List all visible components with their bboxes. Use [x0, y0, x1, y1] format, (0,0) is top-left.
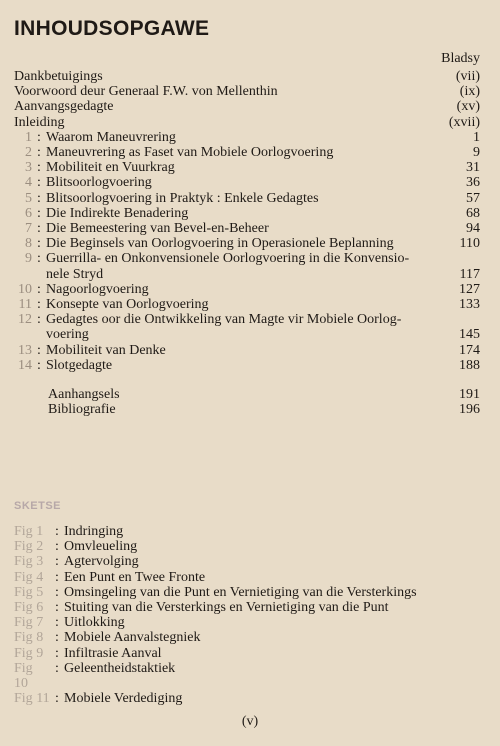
separator-colon: :	[55, 645, 59, 661]
figure-prefix: Fig	[14, 554, 33, 570]
chapter-title-line: Slotgedagte	[46, 357, 113, 373]
figure-prefix: Fig	[14, 630, 33, 646]
figure-prefix: Fig	[14, 539, 33, 555]
chapter-title-line: voering	[46, 327, 89, 343]
entry-title: Inleiding	[14, 114, 65, 130]
figure-number: 10	[14, 676, 28, 692]
chapter-page-number: 110	[459, 236, 480, 252]
figure-label	[14, 600, 50, 615]
chapter-page-number: 117	[459, 266, 480, 282]
figure-label	[14, 554, 50, 569]
chapter-title	[46, 191, 440, 206]
separator-colon: :	[55, 539, 59, 555]
chapter-entry[interactable]	[14, 175, 480, 190]
entry-page-number: 196	[459, 402, 480, 418]
figure-label	[14, 615, 50, 630]
figure-prefix: Fig	[14, 691, 33, 707]
chapter-title-line: Maneuvrering as Faset van Mobiele Oorlogvoering	[46, 145, 334, 161]
figure-number: 8	[36, 630, 44, 646]
figure-prefix: Fig	[14, 584, 33, 600]
chapter-list	[14, 130, 480, 373]
front-matter-entry[interactable]	[14, 99, 480, 114]
figure-label	[14, 630, 50, 645]
figure-number: 9	[36, 645, 44, 661]
entry-title: Dankbetuigings	[14, 69, 103, 84]
front-matter-entry[interactable]	[14, 84, 480, 99]
separator-colon: :	[55, 600, 59, 616]
chapter-title	[46, 312, 440, 342]
chapter-page-number: 145	[459, 327, 480, 343]
figure-label	[14, 661, 50, 691]
entry-title: Voorwoord deur Generaal F.W. von Mellenthin	[14, 84, 278, 100]
chapter-page-number: 68	[466, 205, 480, 221]
chapter-page-number: 36	[466, 175, 480, 191]
chapter-title	[46, 282, 440, 297]
chapter-title	[46, 236, 440, 251]
chapter-title-line: Waarom Maneuvrering	[46, 129, 176, 145]
figure-title: Mobiele Aanvalstegniek	[64, 630, 201, 646]
separator-colon: :	[55, 554, 59, 570]
figure-number: 3	[36, 554, 44, 570]
chapter-number: 4	[25, 175, 32, 191]
chapter-entry[interactable]	[14, 191, 480, 206]
sketches-heading: SKETSE	[14, 500, 62, 512]
figure-number: 11	[36, 691, 50, 707]
figure-entry[interactable]	[14, 691, 480, 706]
chapter-title	[46, 297, 440, 312]
entry-page-number: (ix)	[459, 84, 480, 100]
chapter-title	[46, 130, 440, 145]
separator-colon: :	[37, 221, 41, 237]
chapter-title	[46, 358, 440, 373]
chapter-entry[interactable]	[14, 221, 480, 236]
chapter-number: 9	[25, 251, 32, 267]
figure-title: Infiltrasie Aanval	[64, 645, 162, 661]
figure-label	[14, 585, 50, 600]
figure-entry[interactable]	[14, 524, 480, 539]
chapter-entry[interactable]	[14, 236, 480, 251]
chapter-title-line: Die Beginsels van Oorlogvoering in Operasionele Beplanning	[46, 236, 394, 252]
figure-title: Stuiting van die Versterkings en Vernietiging van die Punt	[64, 600, 389, 616]
chapter-page-number: 94	[466, 221, 480, 237]
chapter-entry[interactable]	[14, 343, 480, 358]
chapter-title-line: Blitsoorlogvoering	[46, 175, 152, 191]
chapter-title	[46, 343, 440, 358]
chapter-number: 5	[25, 190, 32, 206]
figure-title: Agtervolging	[64, 554, 139, 570]
chapter-title	[46, 160, 440, 175]
chapter-title-line: Nagoorlogvoering	[46, 281, 149, 297]
chapter-number: 1	[25, 129, 32, 145]
chapter-page-number: 174	[459, 342, 480, 358]
figure-entry[interactable]	[14, 615, 480, 630]
appendix-entry[interactable]	[48, 402, 480, 417]
separator-colon: :	[55, 615, 59, 631]
page-number: (v)	[241, 714, 259, 729]
figure-number: 4	[36, 569, 44, 585]
figure-title: Indringing	[64, 524, 124, 539]
figure-number: 6	[36, 600, 44, 616]
separator-colon: :	[37, 297, 41, 313]
chapter-number: 12	[18, 312, 32, 328]
chapter-entry[interactable]	[14, 206, 480, 221]
chapter-entry[interactable]	[14, 282, 480, 297]
separator-colon: :	[37, 129, 41, 145]
chapter-page-number: 188	[459, 357, 480, 373]
figure-title: Een Punt en Twee Fronte	[64, 569, 206, 585]
chapter-number: 2	[25, 145, 32, 161]
figure-number: 1	[36, 524, 44, 539]
figure-entry[interactable]	[14, 646, 480, 661]
separator-colon: :	[37, 342, 41, 358]
figure-entry[interactable]	[14, 585, 480, 600]
figure-prefix: Fig	[14, 569, 33, 585]
front-matter-list	[14, 69, 480, 130]
separator-colon: :	[37, 281, 41, 297]
chapter-number: 3	[25, 160, 32, 176]
chapter-title	[46, 145, 440, 160]
figure-title: Geleentheidstaktiek	[64, 660, 176, 676]
chapter-page-number: 1	[473, 129, 480, 145]
chapter-title	[46, 206, 440, 221]
chapter-title-line: nele Stryd	[46, 266, 104, 282]
chapter-title-line: Mobiliteit en Vuurkrag	[46, 160, 175, 176]
chapter-number: 14	[18, 357, 32, 373]
figure-entry[interactable]	[14, 661, 480, 691]
chapter-title-line: Blitsoorlogvoering in Praktyk : Enkele Gedagtes	[46, 190, 319, 206]
chapter-entry[interactable]	[14, 160, 480, 175]
entry-page-number: 191	[459, 387, 480, 403]
figure-number: 7	[36, 615, 44, 631]
figure-title: Omsingeling van die Punt en Vernietiging van die Versterkings	[64, 584, 417, 600]
figure-title: Omvleueling	[64, 539, 138, 555]
separator-colon: :	[37, 160, 41, 176]
separator-colon: :	[37, 312, 41, 328]
chapter-title-line: Gedagtes oor die Ontwikkeling van Magte vir Mobiele Oorlog-	[46, 312, 402, 328]
separator-colon: :	[37, 357, 41, 373]
separator-colon: :	[55, 569, 59, 585]
separator-colon: :	[55, 691, 59, 707]
page-column-header: Bladsy	[441, 51, 480, 66]
chapter-entry[interactable]	[14, 130, 480, 145]
entry-title: Aanhangsels	[48, 387, 120, 403]
chapter-number: 6	[25, 205, 32, 221]
chapter-page-number: 133	[459, 297, 480, 313]
appendix-list	[14, 387, 480, 417]
separator-colon: :	[55, 660, 59, 676]
chapter-entry[interactable]	[14, 312, 480, 342]
figure-entry[interactable]	[14, 630, 480, 645]
chapter-page-number: 57	[466, 190, 480, 206]
figure-title: Uitlokking	[64, 615, 125, 631]
chapter-title	[46, 221, 440, 236]
figure-list	[14, 524, 480, 706]
chapter-number: 10	[18, 281, 32, 297]
figure-label	[14, 691, 50, 706]
page-title: INHOUDSOPGAWE	[14, 17, 210, 40]
front-matter-entry[interactable]	[14, 115, 480, 130]
chapter-title-line: Mobiliteit van Denke	[46, 342, 166, 358]
figure-prefix: Fig	[14, 600, 33, 616]
chapter-title-line: Guerrilla- en Onkonvensionele Oorlogvoering in die Konvensio-	[46, 251, 410, 267]
figure-entry[interactable]	[14, 554, 480, 569]
figure-number: 2	[36, 539, 44, 555]
front-matter-entry[interactable]	[14, 69, 480, 84]
figure-label	[14, 539, 50, 554]
chapter-entry[interactable]	[14, 297, 480, 312]
figure-entry[interactable]	[14, 539, 480, 554]
chapter-number: 11	[18, 297, 32, 313]
separator-colon: :	[37, 236, 41, 252]
chapter-entry[interactable]	[14, 251, 480, 281]
figure-prefix: Fig	[14, 645, 33, 661]
figure-title: Mobiele Verdediging	[64, 691, 183, 707]
appendix-entry[interactable]	[48, 387, 480, 402]
figure-label	[14, 646, 50, 661]
separator-colon: :	[55, 630, 59, 646]
figure-prefix: Fig	[14, 615, 33, 631]
entry-page-number: (xvii)	[448, 114, 480, 130]
figure-label	[14, 524, 50, 539]
separator-colon: :	[37, 175, 41, 191]
chapter-page-number: 127	[459, 281, 480, 297]
chapter-number: 7	[25, 221, 32, 237]
figure-prefix: Fig	[14, 524, 33, 539]
separator-colon: :	[55, 524, 59, 539]
chapter-title-line: Konsepte van Oorlogvoering	[46, 297, 209, 313]
chapter-title	[46, 175, 440, 190]
figure-prefix: Fig	[14, 660, 33, 676]
entry-page-number: (vii)	[455, 69, 480, 84]
entry-page-number: (xv)	[456, 99, 480, 115]
chapter-entry[interactable]	[14, 358, 480, 373]
chapter-number: 8	[25, 236, 32, 252]
figure-entry[interactable]	[14, 600, 480, 615]
entry-title: Aanvangsgedagte	[14, 99, 114, 115]
entry-title: Bibliografie	[48, 402, 116, 418]
separator-colon: :	[37, 190, 41, 206]
table-of-contents	[14, 69, 480, 417]
chapter-entry[interactable]	[14, 145, 480, 160]
chapter-number: 13	[18, 342, 32, 358]
separator-colon: :	[55, 584, 59, 600]
chapter-title	[46, 251, 440, 281]
separator-colon: :	[37, 251, 41, 267]
chapter-title-line: Die Indirekte Benadering	[46, 205, 189, 221]
figure-label	[14, 570, 50, 585]
figure-entry[interactable]	[14, 570, 480, 585]
chapter-title-line: Die Bemeestering van Bevel-en-Beheer	[46, 221, 269, 237]
chapter-page-number: 9	[473, 145, 480, 161]
chapter-page-number: 31	[466, 160, 480, 176]
separator-colon: :	[37, 145, 41, 161]
figure-number: 5	[36, 584, 44, 600]
separator-colon: :	[37, 205, 41, 221]
